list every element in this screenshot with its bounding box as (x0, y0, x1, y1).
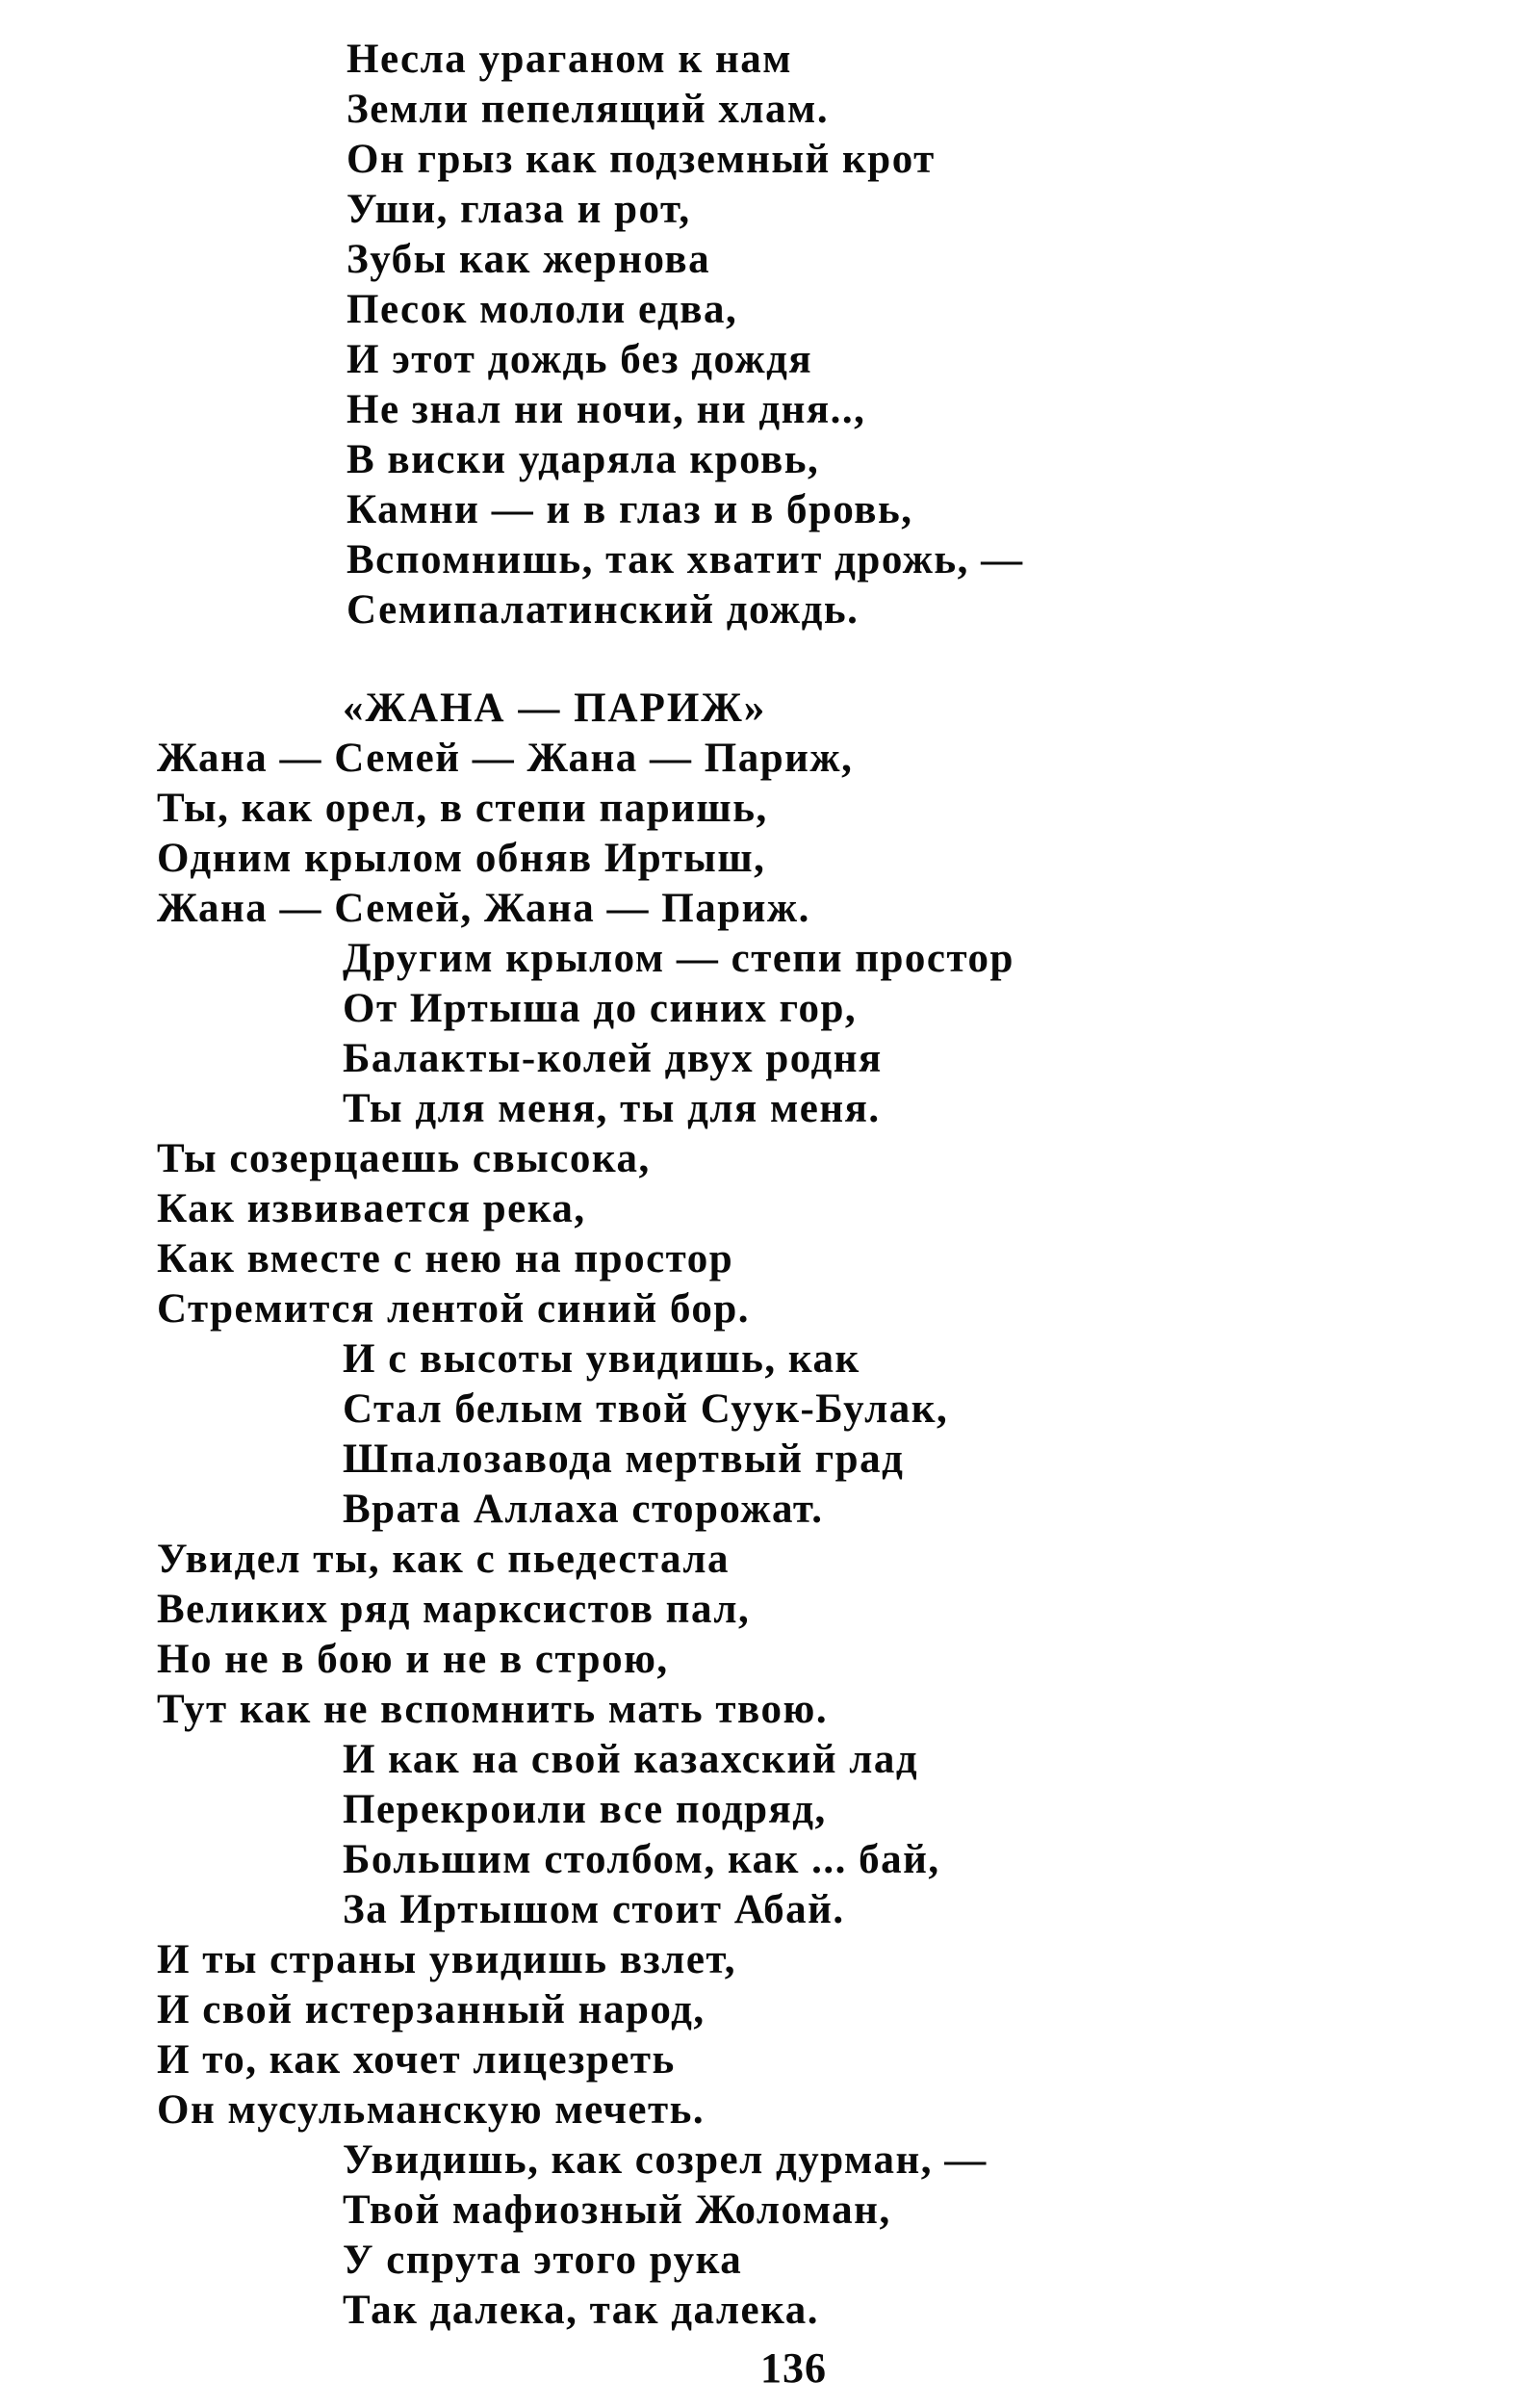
poem-title: «ЖАНА — ПАРИЖ» (343, 686, 767, 731)
verse-line: Жана — Семей, Жана — Париж. (157, 886, 810, 931)
verse-line: И ты страны увидишь взлет, (157, 1937, 737, 1982)
verse-line: И этот дождь без дождя (346, 337, 813, 382)
verse-line: Он мусульманскую мечеть. (157, 2087, 706, 2133)
verse-line: Великих ряд марксистов пал, (157, 1587, 751, 1632)
verse-line: В виски ударяла кровь, (346, 437, 820, 482)
verse-line: У спрута этого рука (343, 2238, 743, 2283)
verse-line: Вспомнишь, так хватит дрожь, — (346, 537, 1024, 582)
verse-line: Зубы как жернова (346, 237, 711, 282)
verse-line: Одним крылом обняв Иртыш, (157, 836, 766, 881)
verse-line: Стремится лентой синий бор. (157, 1286, 751, 1332)
verse-line: Но не в бою и не в строю, (157, 1637, 669, 1682)
verse-line: Семипалатинский дождь. (346, 587, 860, 633)
verse-line: Стал белым твой Суук-Булак, (343, 1386, 949, 1432)
verse-line: Твой мафиозный Жоломан, (343, 2187, 891, 2233)
verse-line: Не знал ни ночи, ни дня.., (346, 387, 866, 432)
verse-line: Врата Аллаха сторожат. (343, 1487, 824, 1532)
verse-line: Увидишь, как созрел дурман, — (343, 2137, 988, 2183)
verse-line: Шпалозавода мертвый град (343, 1436, 905, 1482)
verse-line: Увидел ты, как с пьедестала (157, 1537, 731, 1582)
verse-line: Ты, как орел, в степи паришь, (157, 786, 768, 831)
verse-line: Как извивается река, (157, 1186, 586, 1231)
verse-line: Перекроили все подряд, (343, 1787, 827, 1832)
verse-line: Другим крылом — степи простор (343, 936, 1014, 981)
verse-line: Жана — Семей — Жана — Париж, (157, 736, 854, 781)
verse-line: Так далека, так далека. (343, 2288, 819, 2333)
verse-line: Камни — и в глаз и в бровь, (346, 487, 913, 532)
verse-line: И с высоты увидишь, как (343, 1336, 860, 1382)
verse-line: И как на свой казахский лад (343, 1737, 919, 1782)
verse-line: Ты созерцаешь свысока, (157, 1136, 651, 1181)
verse-line: Несла ураганом к нам (346, 37, 793, 82)
verse-line: Песок мололи едва, (346, 287, 738, 332)
verse-line: От Иртыша до синих гор, (343, 986, 858, 1031)
verse-line: Земли пепелящий хлам. (346, 87, 830, 132)
verse-line: Тут как не вспомнить мать твою. (157, 1687, 829, 1732)
verse-line: Ты для меня, ты для меня. (343, 1086, 881, 1131)
verse-line: За Иртышом стоит Абай. (343, 1887, 845, 1932)
verse-line: Балакты-колей двух родня (343, 1036, 883, 1081)
verse-line: Большим столбом, как ... бай, (343, 1837, 940, 1882)
verse-line: Он грыз как подземный крот (346, 137, 936, 182)
verse-line: И то, как хочет лицезреть (157, 2037, 676, 2083)
verse-line: Уши, глаза и рот, (346, 187, 691, 232)
verse-line: И свой истерзанный народ, (157, 1987, 706, 2032)
page-number: 136 (760, 2344, 827, 2392)
verse-line: Как вместе с нею на простор (157, 1236, 734, 1281)
